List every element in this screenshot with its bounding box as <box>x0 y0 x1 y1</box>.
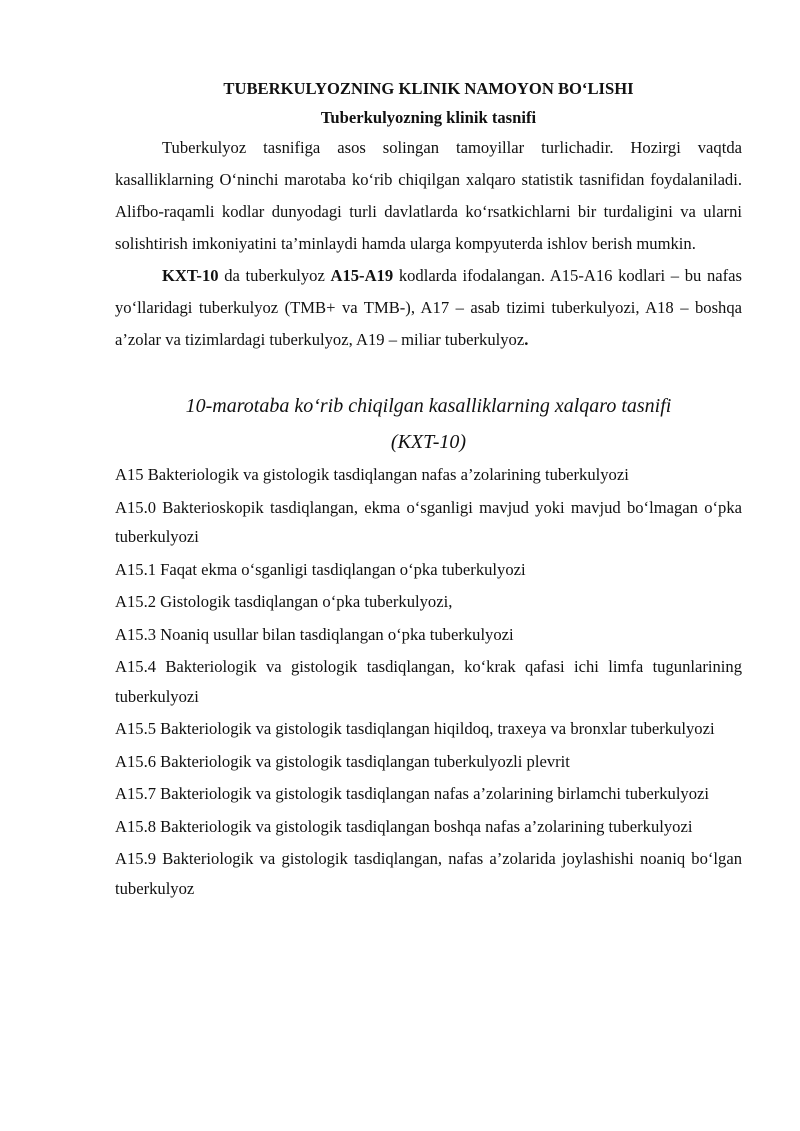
list-item: A15.6 Bakteriologik va gistologik tasdiqlangan tuberkulyozli plevrit <box>115 751 570 771</box>
list-item: A15.9 Bakteriologik va gistologik tasdiqlangan, nafas a’zolarida joylashishi noaniq bo‘lgan tuberkulyoz <box>115 849 742 898</box>
list-item: A15 Bakteriologik va gistologik tasdiqlangan nafas a’zolarining tuberkulyozi <box>115 465 629 484</box>
kxt-end-period: . <box>524 330 529 349</box>
page-subtitle: Tuberkulyozning klinik tasnifi <box>320 108 537 127</box>
kxt-paragraph <box>115 260 742 356</box>
kxt-text-1: da tuberkulyoz <box>218 266 331 285</box>
list-item: A15.8 Bakteriologik va gistologik tasdiqlangan boshqa nafas a’zolarining tuberkulyozi <box>115 816 693 836</box>
list-item: A15.4 Bakteriologik va gistologik tasdiqlangan, ko‘krak qafasi ichi limfa tugunlarining tuberkulyozi <box>115 657 742 706</box>
list-item: A15.1 Faqat ekma o‘sganligi tasdiqlangan o‘pka tuberkulyozi <box>115 559 526 579</box>
list-item: A15.5 Bakteriologik va gistologik tasdiqlangan hiqildoq, traxeya va bronxlar tuberkulyozi <box>115 719 715 738</box>
intro-paragraph: Tuberkulyoz tasnifiga asos solingan tamoyillar turlichadir. Hozirgi vaqtda kasalliklarning O‘ninchi marotaba ko‘rib chiqilgan xalqaro statistik tasnifidan foydalaniladi. Alifbo-raqamli kodlar dunyodagi turli davlatlarda ko‘rsatkichlarni bir turdaligini va ularni solishtirish imkoniyatini ta’minlaydi hamda ularga kompyuterda ishlov berish mumkin. <box>115 138 742 253</box>
classification-list <box>115 460 742 903</box>
section-title-line1: 10-marotaba ko‘rib chiqilgan kasalliklarning xalqaro tasnifi <box>185 395 672 417</box>
list-item: A15.2 Gistologik tasdiqlangan o‘pka tuberkulyozi, <box>115 592 453 611</box>
kxt-text-2: kodlarda ifodalangan. A15-A16 kodlari – bu nafas yo‘llaridagi tuberkulyoz (TMB+ va TMB-), A17 – asab tizimi tuberkulyozi, A18 – boshqa a’zolar va tizimlardagi tuberkulyoz, A19 – miliar tuberkulyoz <box>115 266 742 349</box>
list-item: A15.3 Noaniq usullar bilan tasdiqlangan o‘pka tuberkulyozi <box>115 624 514 644</box>
section-title-line2: (KXT-10) <box>390 431 467 453</box>
code-range: A15-A19 <box>330 266 394 285</box>
section-title <box>115 388 742 460</box>
list-item: A15.7 Bakteriologik va gistologik tasdiqlangan nafas a’zolarining birlamchi tuberkulyozi <box>115 784 710 803</box>
kxt-code: KXT-10 <box>162 266 219 285</box>
page-title: TUBERKULYOZNING KLINIK NAMOYON BO‘LISHI <box>223 79 634 98</box>
spacer <box>115 356 742 388</box>
list-item: A15.0 Bakterioskopik tasdiqlangan, ekma o‘sganligi mavjud yoki mavjud bo‘lmagan o‘pka tuberkulyozi <box>115 497 742 546</box>
